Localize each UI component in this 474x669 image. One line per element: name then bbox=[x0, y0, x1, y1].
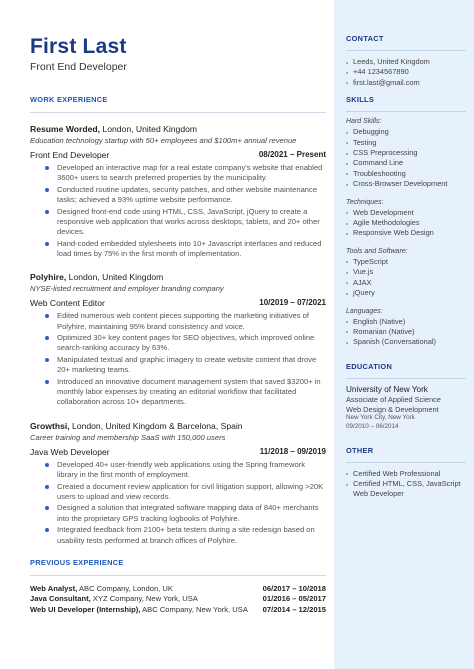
bullet-dot bbox=[346, 293, 348, 295]
sidebar-item-text: jQuery bbox=[353, 288, 375, 298]
sidebar-item-text: TypeScript bbox=[353, 256, 388, 266]
bullet-dot bbox=[45, 242, 49, 246]
sidebar-item-text: Leeds, United Kingdom bbox=[353, 57, 430, 66]
bullet-item bbox=[45, 355, 326, 375]
previous-role-row bbox=[30, 605, 326, 616]
sidebar-item-text: Debugging bbox=[353, 127, 389, 137]
sidebar-list-item bbox=[346, 288, 466, 298]
bullet-dot bbox=[45, 314, 49, 318]
company-description: Education technology startup with 50+ employees and $100m+ annual revenue bbox=[30, 136, 297, 145]
sidebar-list-item bbox=[346, 138, 466, 148]
bullet-dot bbox=[45, 188, 49, 192]
bullet-dot bbox=[346, 261, 348, 263]
bullet-dot bbox=[45, 210, 49, 214]
bullet-dot bbox=[45, 380, 49, 384]
sidebar-item-text: Agile Methodologies bbox=[353, 218, 420, 228]
sidebar-list-item bbox=[346, 327, 466, 337]
bullet-text: Created a document review application for civil litigation support, allowing >20K users to upload and view records. bbox=[57, 481, 324, 501]
company-name: Growthsi, bbox=[30, 420, 70, 431]
job-dates: 11/2018 – 09/2019 bbox=[259, 446, 326, 456]
sidebar-item-text: Romanian (Native) bbox=[353, 326, 415, 336]
previous-role-dates: 06/2017 – 10/2018 bbox=[262, 583, 326, 593]
bullet-item bbox=[45, 311, 326, 331]
company-line bbox=[30, 272, 326, 282]
sidebar-list-item bbox=[346, 257, 466, 267]
bullet-text: Designed a solution that integrated software mapping data of 840+ merchants into the proprietary GPS tracking logbooks of Polyhire. bbox=[57, 503, 319, 523]
job-title-row bbox=[30, 298, 326, 308]
bullet-text: Optimized 30+ key content pages for SEO objectives, which improved online search-ranking accuracy by 63%. bbox=[57, 333, 315, 353]
bullet-dot bbox=[346, 184, 348, 186]
sidebar-list-item bbox=[346, 208, 466, 218]
previous-role-company: ABC Company, New York, USA bbox=[140, 604, 248, 614]
sidebar-item-text: CSS Preprocessing bbox=[353, 148, 418, 158]
bullet-text: Introduced an innovative document management system that saved $3200+ in monthly labor expenses by creating an editorial workflow that facilitated collaboration across 10+ departments. bbox=[57, 377, 321, 407]
section-divider bbox=[346, 378, 466, 379]
sidebar-item-text: first.last@gmail.com bbox=[353, 77, 420, 87]
bullet-dot bbox=[346, 142, 348, 144]
previous-role-dates: 01/2016 – 05/2017 bbox=[262, 594, 326, 604]
job-bullets bbox=[30, 163, 326, 259]
sidebar-item-text: Certified HTML, CSS, JavaScript Web Developer bbox=[353, 479, 461, 499]
previous-experience-list bbox=[30, 584, 326, 616]
skills-heading: SKILLS bbox=[346, 95, 375, 105]
sidebar-list-item bbox=[346, 158, 466, 168]
education-degree: Associate of Applied Science bbox=[346, 395, 441, 405]
bullet-text: Integrated feedback from 2100+ beta testers during a site redesign based on usability tests performed at branch offices of Polyhire. bbox=[57, 525, 315, 545]
sidebar-list-item bbox=[346, 469, 466, 479]
job-title-row bbox=[30, 447, 326, 457]
bullet-dot bbox=[45, 336, 49, 340]
bullet-text: Designed front-end code using HTML, CSS, JavaScript, jQuery to create a responsive web application that works across desktops, tablets, and 20+ other devices. bbox=[57, 206, 320, 237]
sidebar-item-text: Testing bbox=[353, 137, 377, 147]
sidebar-item-text: Vue.js bbox=[353, 267, 374, 277]
sidebar-item-text: Command Line bbox=[353, 158, 404, 168]
skill-category-label: Languages: bbox=[346, 307, 383, 315]
previous-role-title: Web Analyst, bbox=[30, 583, 78, 593]
sidebar-list-item bbox=[346, 218, 466, 228]
company-description: Career training and membership SaaS with 150,000 users bbox=[30, 432, 226, 442]
bullet-item bbox=[45, 239, 326, 259]
education-major: Web Design & Development bbox=[346, 404, 439, 414]
bullet-dot bbox=[346, 223, 348, 225]
previous-experience-heading: PREVIOUS EXPERIENCE bbox=[30, 557, 124, 567]
job-title-row bbox=[30, 150, 326, 160]
previous-role-company: XYZ Company, New York, USA bbox=[90, 594, 198, 604]
sidebar-item-text: Web Development bbox=[353, 207, 414, 217]
previous-role bbox=[30, 605, 248, 616]
bullet-dot bbox=[45, 358, 49, 362]
bullet-dot bbox=[346, 72, 348, 74]
section-divider bbox=[346, 50, 466, 51]
sidebar-item-text: +44 1234567890 bbox=[353, 67, 409, 77]
sidebar-list-item bbox=[346, 169, 466, 179]
bullet-item bbox=[45, 163, 326, 183]
sidebar bbox=[334, 0, 474, 669]
bullet-dot bbox=[45, 485, 49, 489]
bullet-dot bbox=[45, 463, 49, 467]
company-name: Resume Worded, bbox=[30, 124, 101, 134]
contact-list bbox=[346, 57, 466, 88]
bullet-dot bbox=[45, 166, 49, 170]
sidebar-list-item bbox=[346, 278, 466, 288]
section-divider bbox=[30, 575, 326, 576]
sidebar-list-item bbox=[346, 78, 466, 88]
bullet-dot bbox=[346, 233, 348, 235]
bullet-dot bbox=[45, 528, 49, 532]
bullet-dot bbox=[346, 342, 348, 344]
sidebar-list-item bbox=[346, 67, 466, 77]
company-line bbox=[30, 421, 326, 431]
bullet-dot bbox=[346, 331, 348, 333]
company-description: NYSE-listed recruitment and employer branding company bbox=[30, 284, 224, 294]
sidebar-list-item bbox=[346, 179, 466, 189]
sidebar-item-text: Cross-Browser Development bbox=[353, 179, 448, 189]
job-role: Web Content Editor bbox=[30, 298, 105, 309]
candidate-name: First Last bbox=[30, 35, 127, 58]
education-heading: EDUCATION bbox=[346, 361, 393, 371]
contact-heading: CONTACT bbox=[346, 34, 384, 43]
bullet-text: Manipulated textual and graphic imagery to create website content that drove 20+ marketing teams. bbox=[57, 355, 317, 375]
skill-category-label: Tools and Software: bbox=[346, 247, 408, 255]
company-location: London, United Kingdom bbox=[66, 272, 164, 283]
company-location: London, United Kingdom & Barcelona, Spain bbox=[69, 420, 243, 431]
previous-role-row bbox=[30, 594, 326, 605]
previous-role-title: Web UI Developer (Internship), bbox=[30, 604, 141, 614]
sidebar-item-text: Troubleshooting bbox=[353, 168, 406, 178]
bullet-dot bbox=[346, 282, 348, 284]
bullet-item bbox=[45, 482, 326, 502]
bullet-item bbox=[45, 333, 326, 353]
company-line bbox=[30, 124, 326, 134]
bullet-item bbox=[45, 185, 326, 205]
job-role: Front End Developer bbox=[30, 150, 110, 160]
bullet-item bbox=[45, 525, 326, 545]
sidebar-item-text: Certified Web Professional bbox=[353, 468, 441, 478]
bullet-dot bbox=[346, 62, 348, 64]
bullet-dot bbox=[346, 212, 348, 214]
sidebar-list-item bbox=[346, 479, 466, 500]
company-name: Polyhire, bbox=[30, 272, 67, 283]
sidebar-list-item bbox=[346, 228, 466, 238]
sidebar-item-text: Responsive Web Design bbox=[353, 228, 434, 238]
skill-category-label: Hard Skills: bbox=[346, 118, 382, 126]
bullet-dot bbox=[346, 163, 348, 165]
job-dates: 08/2021 – Present bbox=[258, 150, 326, 159]
previous-role-row bbox=[30, 584, 326, 595]
sidebar-list-item bbox=[346, 57, 466, 67]
sidebar-list-item bbox=[346, 148, 466, 158]
bullet-text: Hand-coded embedded stylesheets into 10+ Javascript interfaces and reduced load times by 75% in the first month of implementation. bbox=[57, 238, 322, 259]
sidebar-list-item bbox=[346, 317, 466, 327]
education-school: University of New York bbox=[346, 384, 428, 394]
sidebar-list-item bbox=[346, 127, 466, 137]
bullet-text: Developed an interactive map for a real estate company's website that enabled 3600+ users to search preferred properties by the municipality. bbox=[57, 163, 323, 183]
job-bullets bbox=[30, 460, 326, 546]
sidebar-item-text: AJAX bbox=[353, 277, 372, 287]
education-dates: 09/2010 – 06/2014 bbox=[346, 423, 399, 430]
bullet-dot bbox=[346, 132, 348, 134]
job-bullets bbox=[30, 311, 326, 407]
previous-role bbox=[30, 584, 173, 595]
bullet-text: Developed 40+ user-friendly web applications using the Spring framework library in the first month of employment. bbox=[57, 459, 305, 479]
other-heading: OTHER bbox=[346, 445, 374, 455]
previous-role bbox=[30, 594, 198, 605]
company-location: London, United Kingdom bbox=[100, 124, 198, 134]
bullet-dot bbox=[346, 484, 348, 486]
other-list bbox=[346, 469, 466, 500]
job-dates: 10/2019 – 07/2021 bbox=[259, 298, 326, 308]
previous-role-dates: 07/2014 – 12/2015 bbox=[262, 604, 326, 614]
sidebar-item-text: Spanish (Conversational) bbox=[353, 337, 436, 347]
section-divider bbox=[346, 462, 466, 463]
work-experience-heading: WORK EXPERIENCE bbox=[30, 95, 108, 104]
section-divider bbox=[346, 111, 466, 112]
bullet-item bbox=[45, 207, 326, 238]
section-divider bbox=[30, 112, 326, 113]
sidebar-item-text: English (Native) bbox=[353, 316, 406, 326]
previous-role-title: Java Consultant, bbox=[30, 594, 91, 604]
skill-category-label: Techniques: bbox=[346, 198, 384, 206]
bullet-text: Edited numerous web content pieces supporting the marketing initiatives of Polyhire, maintaining 95% brand consistency and voice. bbox=[57, 311, 310, 331]
previous-role-company: ABC Company, London, UK bbox=[77, 583, 173, 593]
bullet-item bbox=[45, 460, 326, 480]
job-role: Java Web Developer bbox=[30, 446, 110, 457]
skills-list bbox=[346, 118, 466, 348]
bullet-dot bbox=[346, 473, 348, 475]
bullet-item bbox=[45, 503, 326, 523]
education-location: New York City, New York bbox=[346, 414, 415, 422]
bullet-text: Conducted routine updates, security patches, and other website maintenance tasks; achieved a 93% uptime website performance. bbox=[57, 184, 318, 205]
bullet-dot bbox=[346, 272, 348, 274]
bullet-dot bbox=[346, 153, 348, 155]
sidebar-list-item bbox=[346, 267, 466, 277]
bullet-dot bbox=[346, 321, 348, 323]
sidebar-list-item bbox=[346, 337, 466, 347]
bullet-dot bbox=[346, 82, 348, 84]
jobs-list bbox=[30, 124, 326, 546]
bullet-dot bbox=[346, 173, 348, 175]
bullet-item bbox=[45, 377, 326, 408]
candidate-title: Front End Developer bbox=[30, 61, 127, 73]
bullet-dot bbox=[45, 506, 49, 510]
